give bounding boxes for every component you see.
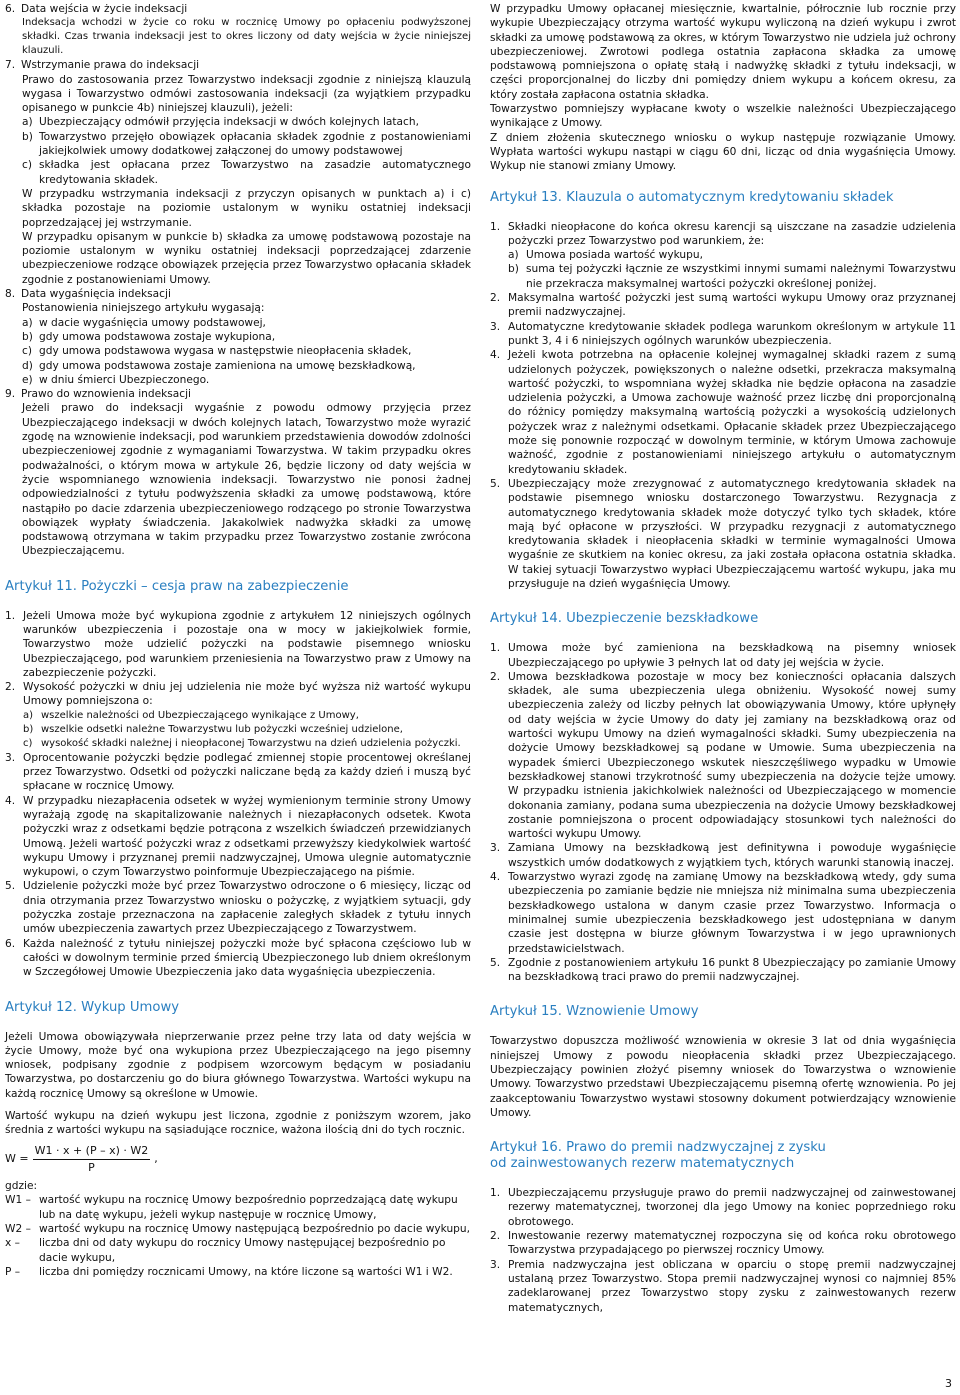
right-column <box>490 2 956 1315</box>
item-6-text: Indeksacja wchodzi w życie co roku w rocznicę Umowy po opłaceniu podwyższonej składki. Czas trwania indeksacji jest to okres liczony od daty wejścia w życie niniejszej klauzuli. <box>22 17 471 57</box>
list-text: W przypadku niezapłacenia odsetek w wyżej wymienionym terminie strony Umowy wyrażają zgodę na skapitalizowanie należnych i niezapłaconych odsetek. Kwota pożyczki wraz z odsetkami będzie potrącona z wszelkich świadczeń przewidzianych Umową. Jeżeli wartość pożyczki wraz z odsetkami przewyższy kiedykolwiek wartość wykupu Umowy i przyznanej premii nadzwyczajnej, Umowa ulegnie automatycznie wykupowi, o czym Towarzystwo poinformuje Ubezpieczającego na piśmie. <box>23 794 471 879</box>
list-text: gdy umowa podstawowa wygasa w następstwie nieopłacenia składek, <box>39 345 412 358</box>
definition-symbol: W2 – <box>5 1223 31 1236</box>
list-text: Udzielenie pożyczki może być przez Towarzystwo odroczone o 6 miesięcy, licząc od dnia otrzymania przez Towarzystwo wniosku o pożyczkę, z wyjątkiem sytuacji, gdy pożyczka zostaje przeznaczona na zapłacenie zaległych składek z tytułu innych umów ubezpieczenia zawartych przez Ubezpieczającego z Towarzystwem. <box>23 880 471 936</box>
article-12-para-2: Wartość wykupu na dzień wykupu jest liczona, zgodnie z poniższym wzorem, jako średnia z wartości wykupu na sąsiadujące rocznice, ważona ilością dni do tych rocznic. <box>5 1110 471 1137</box>
item-title: Prawo do wznowienia indeksacji <box>21 388 191 401</box>
list-text: gdy umowa podstawowa zostaje wykupiona, <box>39 330 276 343</box>
list-item <box>490 956 956 985</box>
list-marker: a) <box>23 709 34 721</box>
article-16-title-line-1: Artykuł 16. Prawo do premii nadzwyczajnej z zysku <box>490 1140 826 1156</box>
list-marker: c) <box>22 345 32 358</box>
list-text: suma tej pożyczki łącznie ze wszystkimi innymi sumami należnymi Towarzystwu nie przekracza maksymalnej wartości pożyczki określonej poniżej. <box>526 263 956 290</box>
article-16-list <box>490 1186 956 1315</box>
list-item <box>490 348 956 477</box>
item-7-para-1: W przypadku wstrzymania indeksacji z przyczyn opisanych w punktach a) i c) składka pozostaje na poziomie ustalonym w wyniku ostatniej indeksacji poprzedzającej jej wstrzymanie. <box>22 187 471 229</box>
list-marker: b) <box>23 723 34 735</box>
item-7-heading <box>5 58 471 72</box>
list-marker: 1. <box>490 220 501 233</box>
list-text: Wysokość pożyczki w dniu jej udzielenia nie może być wyższa niż wartość wykupu Umowy pomniejszona o: <box>23 681 471 708</box>
page-number: 3 <box>945 1376 952 1390</box>
article-11-heading: Artykuł 11. Pożyczki – cesja praw na zabezpieczenie <box>5 578 349 594</box>
list-item <box>490 477 956 591</box>
list-item <box>490 641 956 670</box>
article-13-heading: Artykuł 13. Klauzula o automatycznym kredytowaniu składek <box>490 189 894 205</box>
list-text: Ubezpieczający odmówił przyjęcia indeksacji w dwóch kolejnych latach, <box>39 116 419 129</box>
list-marker: 2. <box>490 670 501 683</box>
list-text: Towarzystwo wyrazi zgodę na zamianę Umowy na bezskładkową wtedy, gdy suma ubezpieczenia po zamianie będzie nie mniejsza niż minimalna suma ubezpieczenia bezskładkowego ustalona w danym czasie przez Towarzystwo. Informacja o minimalnej sumie ubezpieczenia bezskładkowego jest udostępniana w danym czasie jest dostępna w biurze głównym Towarzystwa i w jego uprawnionych przedstawicielstwach. <box>508 871 956 955</box>
wykup-para-2: Towarzystwo pomniejszy wypłacane kwoty o wszelkie należności Ubezpieczającego wynikające z Umowy. <box>490 103 956 130</box>
formula-denominator: P <box>88 1160 95 1174</box>
formula-fraction <box>33 1144 151 1176</box>
formula-tail: , <box>154 1152 158 1166</box>
list-item <box>22 359 471 373</box>
list-item <box>5 937 471 980</box>
list-marker: a) <box>22 316 33 329</box>
list-marker: 3. <box>5 751 16 764</box>
list-item <box>22 115 471 129</box>
list-marker: 3. <box>490 1258 501 1271</box>
list-text: Ubezpieczający może zrezygnować z automatycznego kredytowania składek na podstawie pisemnego wniosku dostarczonego Towarzystwu. Rezygnacja z automatycznego kredytowania składek może dotyczyć tylko tych składek, które mają być opłacone w przyszłości. W przypadku rezygnacji z automatycznego kredytowania składek i nieopłacenia składki w terminie wymagalności Umowa wygaśnie ze skutkiem na koniec okresu, za jaki została opłacona ostatnia składka. W takiej sytuacji Towarzystwo wypłaci Ubezpieczającemu wartość wykupu, jaka mu przysługuje na dzień wygaśnięcia Umowy. <box>508 477 956 590</box>
item-9-heading <box>5 387 471 401</box>
item-8-intro: Postanowienia niniejszego artykułu wygasają: <box>22 302 265 315</box>
list-text: w dniu śmierci Ubezpieczonego. <box>39 373 210 386</box>
list-item <box>5 723 471 737</box>
definition-row <box>5 1193 471 1222</box>
list-item <box>490 291 956 320</box>
list-marker: b) <box>508 263 519 276</box>
article-12-para-1: Jeżeli Umowa obowiązywała nieprzerwanie przez pełne trzy lata od daty wejścia w życie Umowy, może być ona wykupiona przez Ubezpieczającego na jego pisemny wniosek, podpisany zgodnie z podpisem wzorcowym będącym w posiadaniu Towarzystwa, po dostarczeniu go do biura głównego Towarzystwa. Wartości wykupu na każdą rocznicę Umowy są określone w Umowie. <box>5 1030 471 1100</box>
definition-symbol: P – <box>5 1265 21 1278</box>
definition-symbol: W1 – <box>5 1194 31 1207</box>
list-marker: 5. <box>490 956 501 969</box>
list-text: Jeżeli kwota potrzebna na opłacenie kolejnej wymagalnej składki razem z sumą udzielonych pożyczek, powiększonych o należne odsetki, przekracza maksymalną wartość pożyczki, to wspomniana wyżej składka nie będzie opłacona na zasadzie udzielenia pożyczki, a Umowa zachowuje ważność przez liczbę dni proporcjonalną do różnicy pomiędzy maksymalną wartością pożyczki a wysokością udzielonych pożyczek wraz z należnymi odsetkami. Opłacanie składek przez Ubezpieczającego może się ponownie rozpocząć w dowolnym terminie, w którym Umowa zachowuje ważność, zgodnie z postanowieniami niniejszego artykułu o automatycznym kredytowaniu składek. <box>508 349 956 476</box>
list-item <box>5 794 471 880</box>
wykup-para-1: W przypadku Umowy opłacanej miesięcznie, kwartalnie, półrocznie lub rocznie przy wykupie Ubezpieczający otrzyma wartość wykupu wyliczoną na dzień wykupu i zwrot składki za umowę podstawową za okres, w którym Towarzystwo nie udziela już ochrony ubezpieczeniowej. Zwrotowi podlega ostatnia zapłacona składka za umowę podstawową pomniejszona o opłatę stałą i nadwyżkę składki z tytułu indeksacji, w części proporcjonalnej do liczby dni pomiędzy dniem wykupu a końcem okresu, za który została zapłacona ostatnia składka. <box>490 3 956 101</box>
wykup-formula <box>5 1144 471 1176</box>
list-text: Automatyczne kredytowanie składek podlega warunkom określonym w artykule 11 punkt 3, 4 i 6 niniejszych ogólnych warunków ubezpieczenia. <box>508 320 956 347</box>
list-item <box>5 879 471 936</box>
definition-row <box>5 1236 471 1265</box>
list-text: składka jest opłacana przez Towarzystwo na zasadzie automatycznego kredytowania składek. <box>39 159 471 186</box>
article-14-heading: Artykuł 14. Ubezpieczenie bezskładkowe <box>490 611 759 627</box>
list-item <box>22 330 471 344</box>
list-item <box>5 751 471 794</box>
formula-where-label: gdzie: <box>5 1180 38 1193</box>
list-item <box>490 248 956 262</box>
definition-row <box>5 1222 471 1236</box>
list-marker: 4. <box>5 794 16 807</box>
formula-numerator: W1 · x + (P – x) · W2 <box>33 1144 151 1160</box>
list-item <box>490 1258 956 1315</box>
list-marker: 2. <box>5 681 16 694</box>
item-number: 6. <box>5 3 16 15</box>
list-marker: 5. <box>490 477 501 490</box>
list-text: Oprocentowanie pożyczki będzie podlegać zmiennej stopie procentowej określanej przez Towarzystwo. Odsetki od pożyczki naliczane będą za każdy dzień i muszą być spłacane w rocznicę Umowy. <box>23 751 471 793</box>
list-item <box>490 262 956 291</box>
list-text: Umowa może być zamieniona na bezskładkową na pisemny wniosek Ubezpieczającego po upływie 3 pełnych lat od daty jej wejścia w życie. <box>508 642 956 669</box>
article-15-heading: Artykuł 15. Wznowienie Umowy <box>490 1004 699 1020</box>
item-7-body <box>5 73 471 287</box>
list-item <box>490 1229 956 1258</box>
list-text: wszelkie odsetki należne Towarzystwu lub pożyczki wcześniej udzielone, <box>41 723 403 735</box>
list-marker: e) <box>22 373 33 386</box>
list-marker: c) <box>23 737 33 749</box>
list-text: Jeżeli Umowa może być wykupiona zgodnie z artykułem 12 niniejszych ogólnych warunków ubezpieczenia i pozostaje ona w mocy w jakiejkolwiek formie, Towarzystwo może udzielić pożyczki na podstawie pisemnego wniosku Ubezpieczającego, pod warunkiem przeniesienia na Towarzystwo praw z Umowy na zabezpieczenie pożyczki. <box>23 609 471 679</box>
list-text: gdy umowa podstawowa zostaje zamieniona na umowę bezskładkową, <box>39 359 416 372</box>
list-text: Maksymalna wartość pożyczki jest sumą wartości wykupu Umowy oraz przyznanej premii nadzwyczajnej. <box>508 292 956 319</box>
list-text: wszelkie należności od Ubezpieczającego wynikające z Umowy, <box>41 709 359 721</box>
list-text: Inwestowanie rezerwy matematycznej rozpoczyna się od końca roku obrotowego Towarzystwa przypadającego po pierwszej rocznicy Umowy. <box>508 1230 956 1257</box>
formula-definitions <box>5 1193 471 1279</box>
item-8-heading <box>5 287 471 301</box>
list-text: Towarzystwo przejęło obowiązek opłacania składek zgodnie z postanowieniami jakiejkolwiek umowy dodatkowej załączonej do umowy podstawowej <box>39 130 471 158</box>
list-text: Premia nadzwyczajna jest obliczana w oparciu o stopę premii nadzwyczajnej ustalaną przez Towarzystwo. Stopa premii nadzwyczajnej wynosi co najmniej 85% zadeklarowanej przez Towarzystwo stopy zysku z zainwestowanych rezerw matematycznych, <box>508 1258 956 1314</box>
article-15-text: Towarzystwo dopuszcza możliwość wznowienia w okresie 3 lat od dnia wygaśnięcia niniejszej Umowy z powodu nieopłacenia składki przez Ubezpieczającego. Ubezpieczający powinien złożyć pisemny wniosek do Towarzystwa o wznowienie Umowy. Towarzystwo przedstawi Ubezpieczającemu pisemną ofertę wznowienia. Po jej zaakceptowaniu Towarzystwo wystawi stosowny dokument potwierdzający wznowienie Umowy. <box>490 1035 956 1119</box>
list-text: Zamiana Umowy na bezskładkową jest definitywna i powoduje wygaśnięcie wszystkich umów dodatkowych z wyjątkiem tych, których warunki stanowią inaczej. <box>508 842 956 869</box>
list-item <box>5 709 471 723</box>
list-marker: 1. <box>5 609 16 622</box>
list-marker: d) <box>22 359 33 372</box>
list-marker: 1. <box>490 1187 501 1200</box>
list-marker: 6. <box>5 937 16 950</box>
formula-lhs: W = <box>5 1152 29 1166</box>
list-item <box>490 1186 956 1229</box>
left-column <box>5 2 471 1279</box>
list-item <box>22 316 471 330</box>
list-item <box>490 841 956 870</box>
list-marker: 4. <box>490 871 501 884</box>
definition-text: wartość wykupu na rocznicę Umowy następującą bezpośrednio po dacie wykupu, <box>39 1223 470 1236</box>
list-item <box>490 870 956 956</box>
list-marker: b) <box>22 330 33 343</box>
list-text: Umowa bezskładkowa pozostaje w mocy bez konieczności opłacania dalszych składek, ale suma ubezpieczenia ulega obniżeniu. Wysokość nowej sumy ubezpieczenia zależy od liczby pełnych lat obowiązywania Umowy, które upłynęły od daty wejścia w życie Umowy do daty jej zamiany na bezskładkową oraz od wartości wykupu Umowy na dzień wymagalności składki. Sumy ubezpieczenia na dożycie Umowy bezskładkowej są podane w Umowie. Suma ubezpieczenia na wypadek śmierci Ubezpieczonego wskutek nieszczęśliwego wypadku w Umowie bezskładkowej stanowi trzykrotność sumy ubezpieczenia na dożycie tejże umowy. W przypadku istnienia jakichkolwiek należności od Ubezpieczającego w momencie dokonania zamiany, podana suma ubezpieczenia na dożycie Umowy bezskładkowej zostanie pomniejszona o procent odpowiadający stosunkowi tych należności do wartości wykupu Umowy. <box>508 670 956 841</box>
item-title: Data wejścia w życie indeksacji <box>21 3 188 15</box>
article-16-title-line-2: od zainwestowanych rezerw matematycznych <box>490 1156 795 1172</box>
list-text: Ubezpieczającemu przysługuje prawo do premii nadzwyczajnej od zainwestowanej rezerwy matematycznej, tworzonej dla jego Umowy na koniec poprzedniego roku obrotowego. <box>508 1187 956 1228</box>
item-title: Data wygaśnięcia indeksacji <box>21 288 171 301</box>
list-text: wysokość składki należnej i nieopłaconej Towarzystwu na dzień udzielenia pożyczki. <box>41 737 461 749</box>
list-marker: a) <box>22 116 33 129</box>
list-marker: 1. <box>490 642 501 655</box>
definition-text: liczba dni od daty wykupu do rocznicy Umowy następującej bezpośrednio po dacie wykupu, <box>39 1237 446 1264</box>
list-text: Zgodnie z postanowieniem artykułu 16 punkt 8 Ubezpieczający po zamianie Umowy na bezskładkową traci prawo do premii nadzwyczajnej. <box>508 956 956 984</box>
article-13-list <box>490 220 956 592</box>
definition-row <box>5 1265 471 1279</box>
article-16-heading <box>490 1140 956 1172</box>
article-11-list <box>5 609 471 980</box>
list-marker: 3. <box>490 842 501 855</box>
list-marker: c) <box>22 159 32 172</box>
list-marker: 4. <box>490 349 501 362</box>
article-14-list <box>490 641 956 984</box>
item-title: Wstrzymanie prawa do indeksacji <box>21 59 200 72</box>
list-item <box>22 344 471 358</box>
item-number: 9. <box>5 388 16 401</box>
article-12-heading: Artykuł 12. Wykup Umowy <box>5 999 180 1015</box>
definition-text: liczba dni pomiędzy rocznicami Umowy, na które liczone są wartości W1 i W2. <box>39 1265 453 1278</box>
list-item <box>22 130 471 159</box>
list-item <box>490 320 956 349</box>
item-9-text: Jeżeli prawo do indeksacji wygaśnie z powodu odmowy przyjęcia przez Ubezpieczającego indeksacji w dwóch kolejnych latach, Towarzystwo może wyrazić zgodę na wznowienie indeksacji, pod warunkiem przedstawienia dowodów zdolności ubezpieczeniowej zgodnie z wymaganiami Towarzystwa. W takim przypadku okres podważalności, o którym mowa w artykule 26, będzie liczony od daty wejścia w życie wspomnianego wznowienia indeksacji. Towarzystwo nie ponosi żadnej odpowiedzialności z tytułu podwyższenia składki za umowę podstawową, które nastąpiło po dacie zdarzenia ubezpieczeniowego rodzącego po stronie Towarzystwa obowiązek wypłaty świadczenia. Jakakolwiek nadwyżka składki za umowę podstawową otrzymana w takim przypadku przez Towarzystwo zostanie zwrócona Ubezpieczającemu. <box>22 402 471 558</box>
item-number: 8. <box>5 288 16 301</box>
item-6-heading <box>5 2 471 16</box>
list-item <box>5 609 471 680</box>
list-item <box>22 158 471 187</box>
list-marker: 2. <box>490 292 501 305</box>
list-item <box>490 220 956 249</box>
list-text: Umowa posiada wartość wykupu, <box>526 249 703 262</box>
item-7-intro: Prawo do zastosowania przez Towarzystwo indeksacji zgodnie z niniejszą klauzulą wygasa i Towarzystwo odmówi zastosowania indeksacji (za wyjątkiem przypadku opisanego w punkcie 4b) niniejszej klauzuli), jeżeli: <box>22 73 471 115</box>
definition-symbol: x – <box>5 1237 20 1250</box>
wykup-para-3: Z dniem złożenia skutecznego wniosku o wykup następuje rozwiązanie Umowy. Wypłata wartości wykupu nastąpi w ciągu 60 dni, licząc od dnia wygaśnięcia Umowy. Wykup nie stanowi zmiany Umowy. <box>490 131 956 173</box>
list-marker: a) <box>508 249 519 262</box>
item-7-para-2: W przypadku opisanym w punkcie b) składka za umowę podstawową pozostaje na poziomie ustalonym w wyniku ostatniej indeksacji poprzedzającej zdarzenie ubezpieczeniowe rodzące obowiązek przejęcia przez Towarzystwo opłacania składek zgodnie z postanowieniami Umowy. <box>22 230 471 286</box>
list-marker: 5. <box>5 880 16 893</box>
list-text: w dacie wygaśnięcia umowy podstawowej, <box>39 316 266 329</box>
item-8-body <box>5 301 471 387</box>
item-number: 7. <box>5 59 16 72</box>
list-item <box>5 680 471 709</box>
definition-text: wartość wykupu na rocznicę Umowy bezpośrednio poprzedzającą datę wykupu lub na datę wykupu, jeżeli wykup następuje w rocznicę Umowy, <box>39 1194 458 1221</box>
list-text: Każda należność z tytułu niniejszej pożyczki może być spłacona częściowo lub w całości w dowolnym terminie przed śmiercią Ubezpieczonego lub dniem określonym w Szczegółowej Umowie Ubezpieczenia jako data wygaśnięcia ubezpieczenia. <box>23 937 471 979</box>
list-marker: b) <box>22 130 33 143</box>
list-item <box>490 670 956 842</box>
list-marker: 2. <box>490 1230 501 1243</box>
list-marker: 3. <box>490 320 501 333</box>
list-text: Składki nieopłacone do końca okresu karencji są uiszczane na zasadzie udzielenia pożyczki przez Towarzystwo pod warunkiem, że: <box>508 220 956 247</box>
list-item <box>22 373 471 387</box>
list-item <box>5 737 471 751</box>
